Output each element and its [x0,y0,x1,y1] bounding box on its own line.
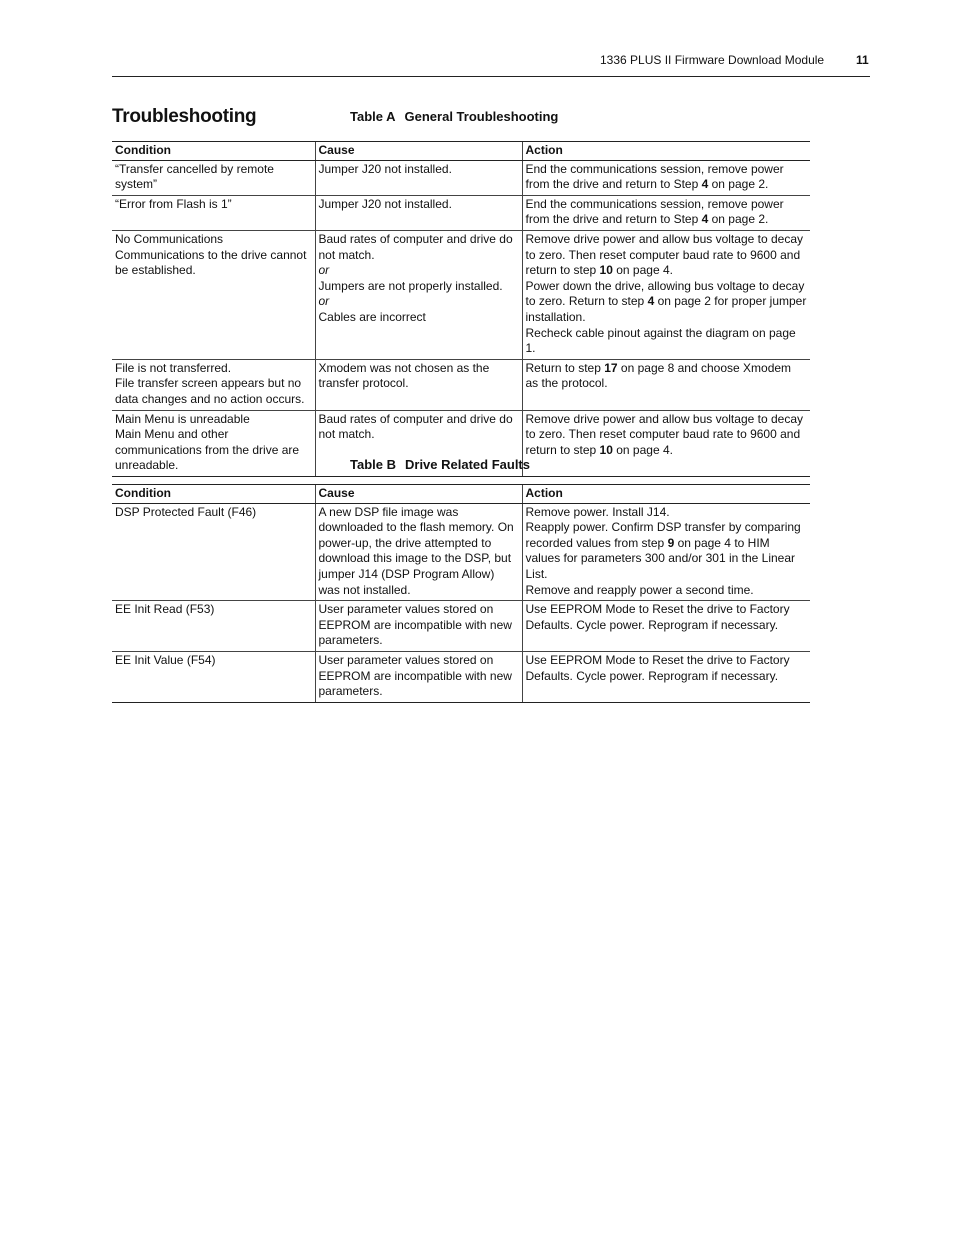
table-b-drive-related-faults [112,484,810,703]
table-row [112,230,810,359]
action-text: End the communications session, remove power from the drive and return to Step [525,196,784,227]
action-cell [522,195,810,230]
condition-text: File transfer screen appears but no data changes and no action occurs. [115,376,305,406]
action-cell [522,601,810,652]
table-header-row [112,485,810,504]
step-number: 9 [667,535,675,550]
cause-text: Baud rates of computer and drive do not match. [318,411,513,442]
action-cell [522,503,810,601]
cause-text: A new DSP file image was downloaded to the flash memory. On power-up, the drive attempted to download this image to the DSP, but jumper J14 (DSP Program Allow) was not installed. [318,504,514,597]
cause-text: Jumper J20 not installed. [318,196,452,211]
condition-cell [112,651,315,702]
cause-text: User parameter values stored on EEPROM are incompatible with new parameters. [318,602,512,648]
action-text: Power down the drive, allowing bus voltage to decay to zero. Return to step [525,278,805,309]
cause-cell [315,359,522,410]
action-text: Return to step [525,360,605,375]
table-row [112,195,810,230]
action-text: on page 2 for proper jumper installation. [525,294,807,324]
condition-cell [112,601,315,652]
action-text: on page 4 to HIM values for parameters 300 and/or 301 in the Linear List. [525,535,796,581]
cause-cell [315,651,522,702]
column-header-condition: Condition [112,142,315,161]
table-a-caption-number: Table A [350,109,396,124]
table-row [112,359,810,410]
cause-or-separator: or [318,294,330,309]
table-row [112,601,810,652]
condition-text: “Transfer cancelled by remote system” [115,161,274,192]
condition-text: EE Init Read (F53) [115,602,215,617]
action-text: on page 4. [612,263,673,278]
action-text: Remove and reapply power a second time. [525,582,754,597]
action-text: Use EEPROM Mode to Reset the drive to Factory Defaults. Cycle power. Reprogram if necessary. [525,602,790,632]
table-b-caption-title: Drive Related Faults [405,457,530,472]
condition-cell [112,503,315,601]
action-text: on page 2. [708,212,769,227]
cause-text: Baud rates of computer and drive do not match. [318,231,513,262]
cause-text: User parameter values stored on EEPROM are incompatible with new parameters. [318,652,512,699]
cause-cell [315,503,522,601]
condition-cell [112,195,315,230]
step-number: 4 [701,177,709,192]
action-cell [522,651,810,702]
condition-text: Communications to the drive cannot be established. [115,247,307,278]
table-a-caption-title: General Troubleshooting [404,109,559,124]
action-text: Use EEPROM Mode to Reset the drive to Factory Defaults. Cycle power. Reprogram if necessary. [525,652,790,683]
action-cell [522,359,810,410]
action-cell [522,410,810,476]
condition-cell [112,359,315,410]
cause-cell [315,195,522,230]
condition-text: Main Menu is unreadable [115,411,250,426]
action-text: Recheck cable pinout against the diagram on page 1. [525,325,796,356]
page-number: 11 [856,53,869,67]
step-number: 10 [599,442,613,457]
condition-cell [112,410,315,476]
table-row [112,651,810,702]
running-header-title: 1336 PLUS II Firmware Download Module [600,53,825,67]
condition-cell [112,230,315,359]
action-text: Reapply power. Confirm DSP transfer by comparing recorded values from step [525,520,801,550]
action-text: Remove power. Install J14. [525,504,670,519]
cause-text: Jumper J20 not installed. [318,161,452,176]
condition-text: File is not transferred. [115,360,232,375]
table-row [112,503,810,601]
step-number: 17 [604,360,618,375]
action-text: End the communications session, remove power from the drive and return to Step [525,161,784,192]
action-text: on page 2. [708,177,769,192]
cause-cell [315,230,522,359]
action-cell [522,230,810,359]
action-text: on page 8 and choose Xmodem as the protocol. [525,360,792,391]
column-header-condition: Condition [112,485,315,504]
action-text: on page 4. [612,442,673,457]
cause-text: Xmodem was not chosen as the transfer protocol. [318,360,490,391]
table-row [112,160,810,195]
condition-text: “Error from Flash is 1” [115,196,232,211]
action-text: Remove drive power and allow bus voltage to decay to zero. Then reset computer baud rate to 9600 and return to step [525,231,803,278]
column-header-cause: Cause [315,485,522,504]
column-header-cause: Cause [315,142,522,161]
section-heading: Troubleshooting [112,106,257,127]
table-b-caption-number: Table B [350,457,396,472]
table-a-caption [350,109,558,124]
condition-text: Main Menu and other communications from the drive are unreadable. [115,427,300,473]
cause-text: Cables are incorrect [318,309,426,324]
condition-cell [112,160,315,195]
action-text: Remove drive power and allow bus voltage to decay to zero. Then reset computer baud rate to 9600 and return to step [525,411,803,457]
table-a-general-troubleshooting [112,141,810,477]
column-header-action: Action [522,485,810,504]
table-b-caption [350,457,530,472]
header-divider [112,76,870,77]
condition-text: DSP Protected Fault (F46) [115,504,257,519]
step-number: 10 [599,263,613,278]
cause-or-separator: or [318,263,330,278]
cause-cell [315,160,522,195]
cause-text: Jumpers are not properly installed. [318,278,503,293]
condition-text: No Communications [115,231,224,246]
condition-text: EE Init Value (F54) [115,652,216,667]
step-number: 4 [647,294,655,309]
action-cell [522,160,810,195]
cause-cell [315,601,522,652]
table-header-row [112,142,810,161]
column-header-action: Action [522,142,810,161]
step-number: 4 [701,212,709,227]
